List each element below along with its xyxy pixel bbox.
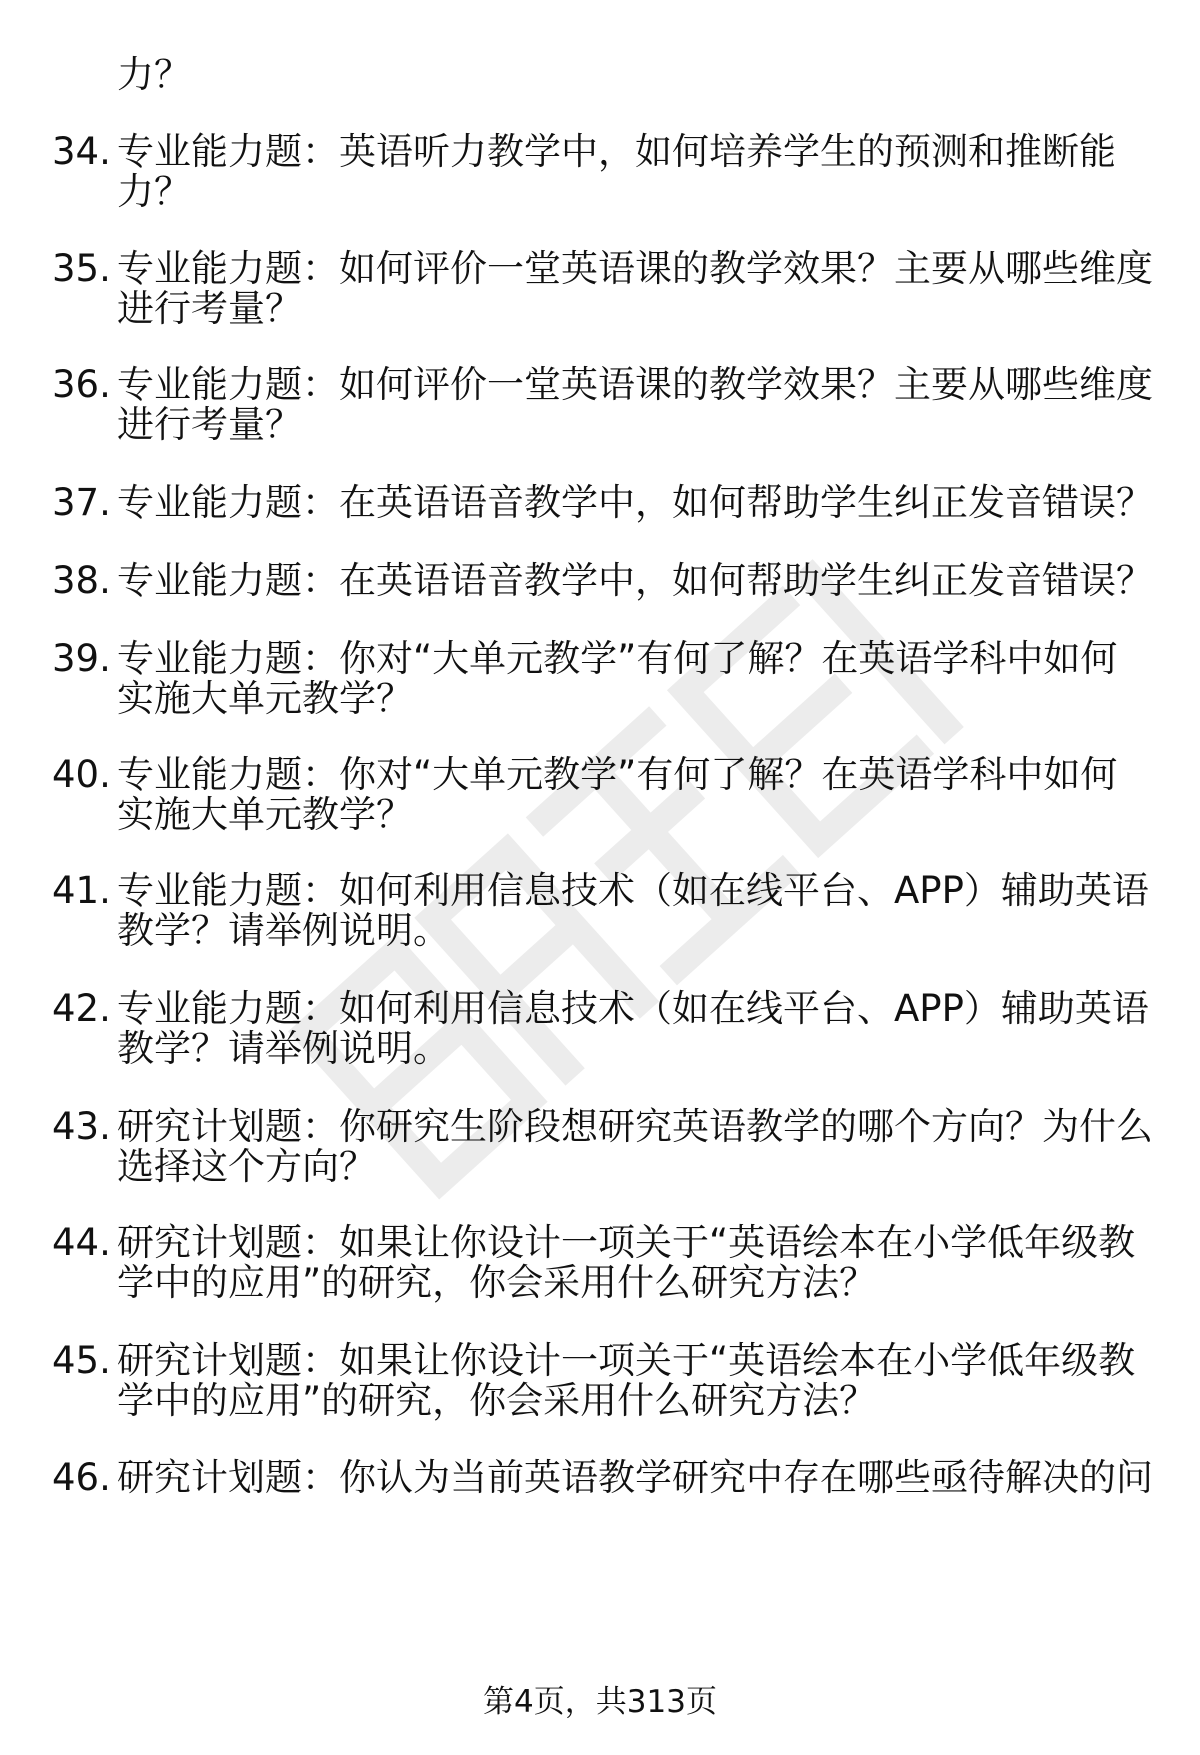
question-text-line: 实施大单元教学？: [117, 793, 413, 836]
question-text-line: 专业能力题：你对“大单元教学”有何了解？在英语学科中如何: [117, 753, 1118, 796]
question-text-line: 学中的应用”的研究，你会采用什么研究方法？: [117, 1261, 877, 1304]
question-number: 36.: [52, 363, 111, 406]
question-text-line: 选择这个方向？: [117, 1145, 376, 1188]
question-text-line: 专业能力题：如何评价一堂英语课的教学效果？主要从哪些维度: [117, 363, 1153, 406]
question-number: 44.: [52, 1221, 111, 1264]
question-text-line: 研究计划题：你研究生阶段想研究英语教学的哪个方向？为什么: [117, 1105, 1153, 1148]
question-text-line: 研究计划题：你认为当前英语教学研究中存在哪些亟待解决的问: [117, 1456, 1153, 1499]
question-number: 45.: [52, 1339, 111, 1382]
question-text-line: 专业能力题：如何评价一堂英语课的教学效果？主要从哪些维度: [117, 247, 1153, 290]
page-footer: 第4页，共313页: [483, 1684, 717, 1720]
question-text-line: 教学？请举例说明。: [117, 909, 450, 952]
question-text-line: 力？: [117, 170, 191, 213]
question-text-line: 实施大单元教学？: [117, 677, 413, 720]
question-number: 42.: [52, 987, 111, 1030]
question-number: 46.: [52, 1456, 111, 1499]
question-number: 38.: [52, 559, 111, 602]
question-text-line: 专业能力题：如何利用信息技术（如在线平台、APP）辅助英语: [117, 869, 1149, 912]
continuation-text: 力？: [117, 53, 191, 96]
question-text-line: 专业能力题：如何利用信息技术（如在线平台、APP）辅助英语: [117, 987, 1149, 1030]
question-number: 41.: [52, 869, 111, 912]
question-number: 34.: [52, 130, 111, 173]
question-text-line: 研究计划题：如果让你设计一项关于“英语绘本在小学低年级教: [117, 1339, 1136, 1382]
question-number: 35.: [52, 247, 111, 290]
question-text-line: 专业能力题：在英语语音教学中，如何帮助学生纠正发音错误？: [117, 559, 1153, 602]
question-text-line: 专业能力题：在英语语音教学中，如何帮助学生纠正发音错误？: [117, 481, 1153, 524]
question-number: 40.: [52, 753, 111, 796]
question-text-line: 进行考量？: [117, 403, 302, 446]
question-text-line: 研究计划题：如果让你设计一项关于“英语绘本在小学低年级教: [117, 1221, 1136, 1264]
question-text-line: 学中的应用”的研究，你会采用什么研究方法？: [117, 1379, 877, 1422]
question-text-line: 专业能力题：英语听力教学中，如何培养学生的预测和推断能: [117, 130, 1116, 173]
question-text-line: 教学？请举例说明。: [117, 1027, 450, 1070]
question-text-line: 专业能力题：你对“大单元教学”有何了解？在英语学科中如何: [117, 637, 1118, 680]
question-text-line: 进行考量？: [117, 287, 302, 330]
question-number: 43.: [52, 1105, 111, 1148]
question-number: 39.: [52, 637, 111, 680]
question-number: 37.: [52, 481, 111, 524]
